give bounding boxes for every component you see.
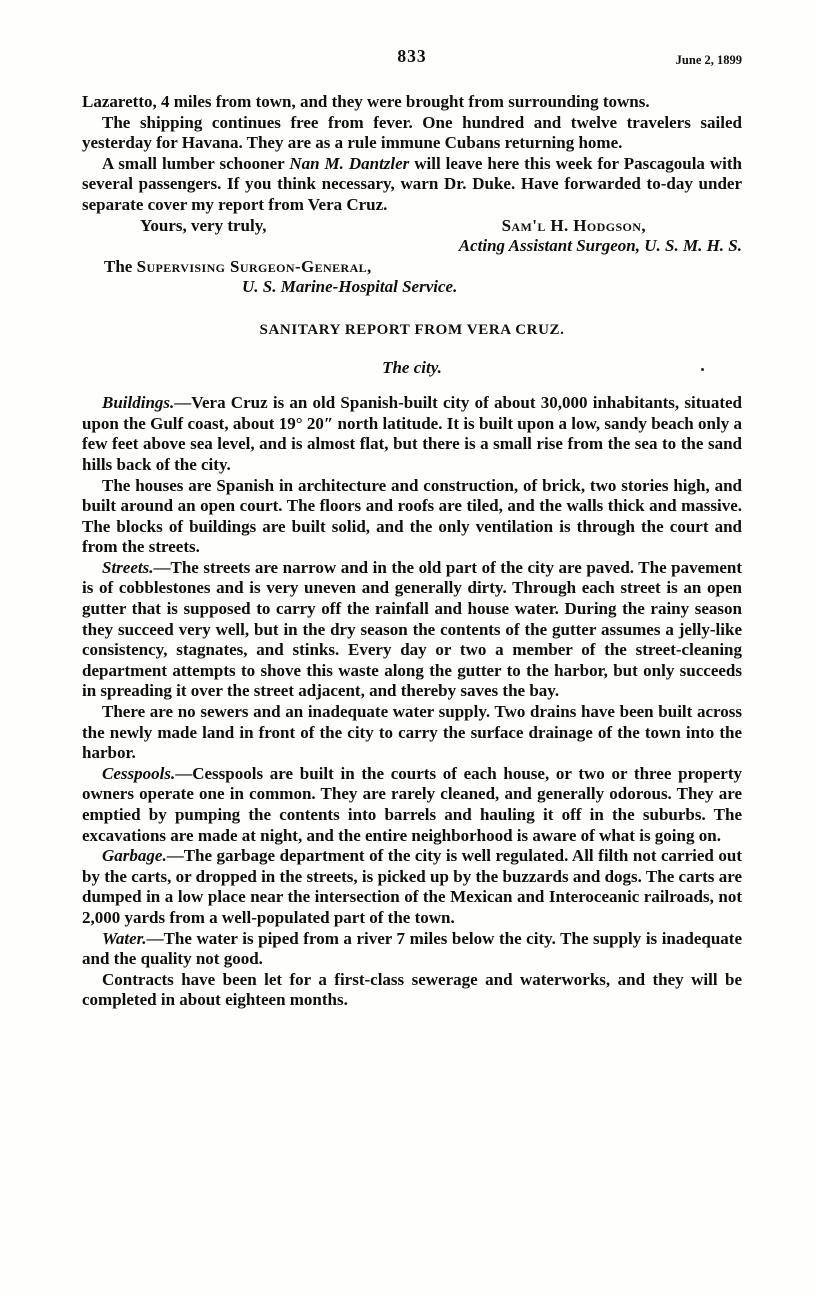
signature-name: Sam'l H. Hodgson,: [501, 215, 646, 235]
paragraph-text: The houses are Spanish in architecture and construction, of brick, two stories high, and built around an open court. The floors and roofs are tiled, and the walls thick and massive. The blocks of buildings are built solid, and the only ventilation is through the court and from the streets.: [82, 475, 742, 557]
report-body: [82, 393, 742, 1011]
paragraph-text: —The streets are narrow and in the old part of the city are paved. The pavement is of cobblestones and is very uneven and generally dirty. Through each street is an open gutter that is supposed to carry off the rainfall and house water. During the rainy season they succeed very well, but in the dry season the contents of the gutter assumes a jelly-like consistency, stagnates, and stinks. Every day or two a member of the street-cleaning department attempts to shove this waste along the gutter to the harbor, but only succeeds in spreading it over the street adjacent, and thereby saves the bay.: [82, 557, 742, 701]
scan-artifact-dot: [701, 368, 704, 371]
letter-section: [82, 92, 742, 298]
addressee-name: Supervising Surgeon-General,: [136, 256, 372, 276]
report-paragraph-streets: [82, 558, 742, 702]
paragraph-text: —Vera Cruz is an old Spanish-built city of about 30,000 inhabitants, situated upon the Gulf coast, about 19° 20″ north latitude. It is built upon a low, sandy beach only a few feet above sea level, and is almost flat, but there is a small rise from the sea to the sand hills back of the city.: [82, 393, 742, 474]
paragraph-lead: Streets.: [102, 557, 154, 577]
report-paragraph-garbage: [82, 846, 742, 928]
report-paragraph-houses: [82, 476, 742, 558]
paragraph-text: —The water is piped from a river 7 miles below the city. The supply is inadequate and the quality not good.: [82, 928, 742, 969]
page-number: 833: [397, 46, 427, 66]
addressee-service: U. S. Marine-Hospital Service.: [242, 277, 458, 297]
schooner-name: Nan M. Dantzler: [289, 153, 410, 173]
report-paragraph-sewers: [82, 702, 742, 764]
report-paragraph-water: [82, 929, 742, 970]
signature-row: [82, 216, 742, 237]
paragraph-lead: Garbage.: [102, 846, 167, 866]
paragraph-lead: Water.: [102, 928, 147, 948]
report-paragraph-contracts: [82, 970, 742, 1011]
paragraph-text: There are no sewers and an inadequate water supply. Two drains have been built across the newly made land in front of the city to carry the surface drainage of the town into the harbor.: [82, 702, 742, 763]
letter-paragraph: [82, 154, 742, 216]
paragraph-text: Contracts have been let for a first-class sewerage and waterworks, and they will be completed in about eighteen months.: [82, 969, 742, 1010]
report-subheading: The city.: [382, 357, 442, 377]
page-header: [82, 46, 742, 68]
letter-paragraph-text: A small lumber schooner: [102, 153, 290, 173]
paragraph-lead: Cesspools.: [102, 763, 176, 783]
paragraph-text: —The garbage department of the city is well regulated. All filth not carried out by the carts, or dropped in the streets, is picked up by the buzzards and dogs. The carts are dumped in a low place near the intersection of the Mexican and Interoceanic railroads, not 2,000 yards from a well-populated part of the town.: [82, 846, 742, 927]
report-paragraph-cesspools: [82, 764, 742, 846]
addressee-line: [82, 257, 742, 278]
issue-date: June 2, 1899: [675, 53, 742, 67]
report-paragraph-buildings: [82, 393, 742, 475]
paragraph-text: —Cesspools are built in the courts of each house, or two or three property owners operate one in common. They are rarely cleaned, and generally odorous. They are emptied by pumping the contents into barrels and hauling it off in the suburbs. The excavations are made at night, and the entire neighborhood is aware of what is going on.: [82, 763, 742, 845]
report-heading: SANITARY REPORT FROM VERA CRUZ.: [259, 321, 565, 338]
addressee-pre: The: [104, 256, 137, 276]
letter-closing: Yours, very truly,: [140, 215, 267, 235]
letter-paragraph: The shipping continues free from fever. One hundred and twelve travelers sailed yesterday for Havana. They are as a rule immune Cubans returning home.: [82, 112, 742, 153]
letter-paragraph-text: will leave here this week for Pascagoula with several passengers. If you think necessary, warn Dr. Duke. Have forwarded to-day under separate cover my report from Vera Cruz.: [82, 153, 742, 214]
paragraph-lead: Buildings.: [102, 393, 175, 413]
letter-paragraph: Lazaretto, 4 miles from town, and they were brought from surrounding towns.: [82, 92, 650, 111]
signature-title: Acting Assistant Surgeon, U. S. M. H. S.: [458, 236, 742, 256]
